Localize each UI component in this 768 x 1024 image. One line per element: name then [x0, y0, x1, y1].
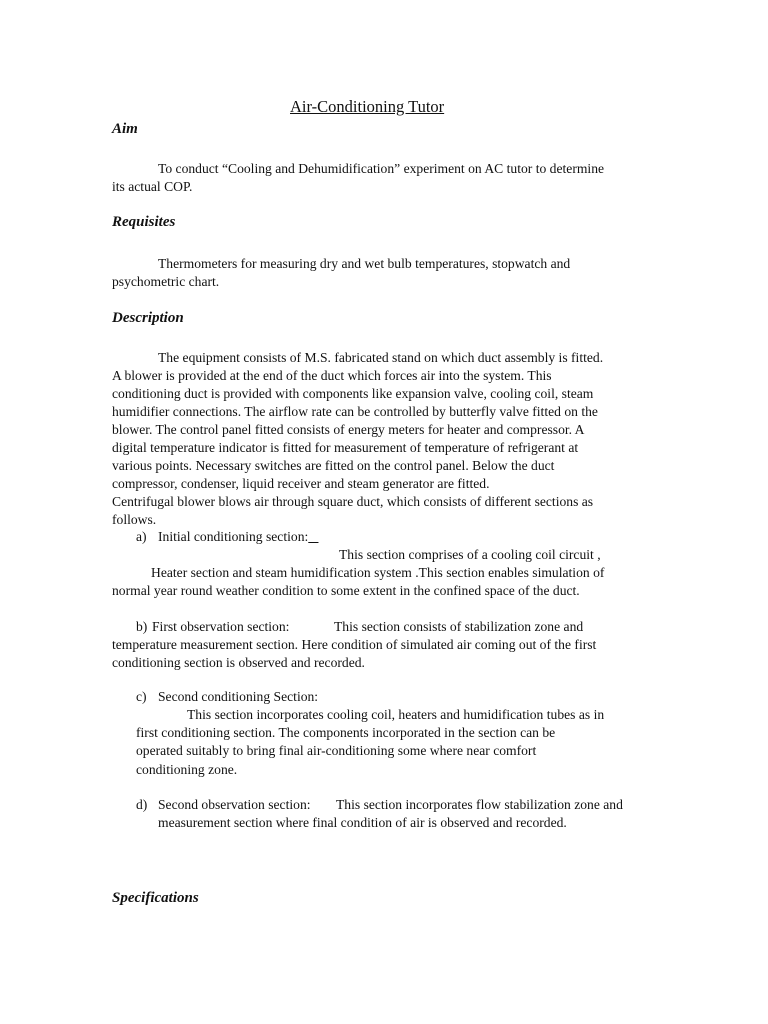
requisites-line-2: psychometric chart. — [112, 274, 220, 289]
description-line-9: Centrifugal blower blows air through square duct, which consists of different sections as — [112, 494, 594, 509]
section-c-title: Second conditioning Section: — [158, 689, 319, 704]
description-line-7: various points. Necessary switches are fitted on the control panel. Below the duct — [112, 458, 555, 473]
description-heading: Description — [112, 310, 184, 326]
section-a-marker: a) — [136, 529, 147, 544]
description-line-4: humidifier connections. The airflow rate can be controlled by butterfly valve fitted on the — [112, 404, 598, 419]
aim-line-2: its actual COP. — [112, 179, 193, 194]
description-line-2: A blower is provided at the end of the duct which forces air into the system. This — [112, 368, 552, 383]
section-b-marker: b) — [136, 619, 148, 634]
section-c-line-4: conditioning zone. — [136, 762, 238, 777]
description-line-1: The equipment consists of M.S. fabricated stand on which duct assembly is fitted. — [158, 350, 604, 365]
section-d-marker: d) — [136, 797, 148, 812]
section-c-marker: c) — [136, 689, 147, 704]
section-d-line-2: measurement section where final condition of air is observed and recorded. — [158, 815, 567, 830]
description-line-3: conditioning duct is provided with components like expansion valve, cooling coil, steam — [112, 386, 594, 401]
requisites-heading: Requisites — [112, 214, 176, 230]
section-b-line-1: This section consists of stabilization zone and — [334, 619, 584, 634]
aim-line-1: To conduct “Cooling and Dehumidification” experiment on AC tutor to determine — [158, 161, 605, 176]
section-b-line-3: conditioning section is observed and recorded. — [112, 655, 365, 670]
section-c-line-2: first conditioning section. The components incorporated in the section can be — [136, 725, 556, 740]
section-a-line-1: This section comprises of a cooling coil circuit , — [339, 547, 601, 562]
section-a-line-2: Heater section and steam humidification system .This section enables simulation of — [151, 565, 605, 580]
section-a-line-3: normal year round weather condition to some extent in the confined space of the duct. — [112, 583, 580, 598]
section-b-line-2: temperature measurement section. Here condition of simulated air coming out of the first — [112, 637, 597, 652]
section-d-line-1: This section incorporates flow stabilization zone and — [336, 797, 623, 812]
description-line-10: follows. — [112, 512, 157, 527]
section-b-title: First observation section: — [152, 619, 290, 634]
section-d-title: Second observation section: — [158, 797, 311, 812]
requisites-line-1: Thermometers for measuring dry and wet bulb temperatures, stopwatch and — [158, 256, 571, 271]
section-c-line-1: This section incorporates cooling coil, heaters and humidification tubes as in — [187, 707, 605, 722]
description-line-8: compressor, condenser, liquid receiver and steam generator are fitted. — [112, 476, 490, 491]
section-c-line-3: operated suitably to bring final air-conditioning some where near comfort — [136, 743, 537, 758]
section-a-title: Initial conditioning section: — [158, 529, 309, 544]
description-line-6: digital temperature indicator is fitted for measurement of temperature of refrigerant at — [112, 440, 579, 455]
aim-heading: Aim — [112, 121, 138, 137]
page-title: Air-Conditioning Tutor — [290, 97, 445, 116]
description-line-5: blower. The control panel fitted consists of energy meters for heater and compressor. A — [112, 422, 585, 437]
specifications-heading: Specifications — [112, 890, 199, 906]
